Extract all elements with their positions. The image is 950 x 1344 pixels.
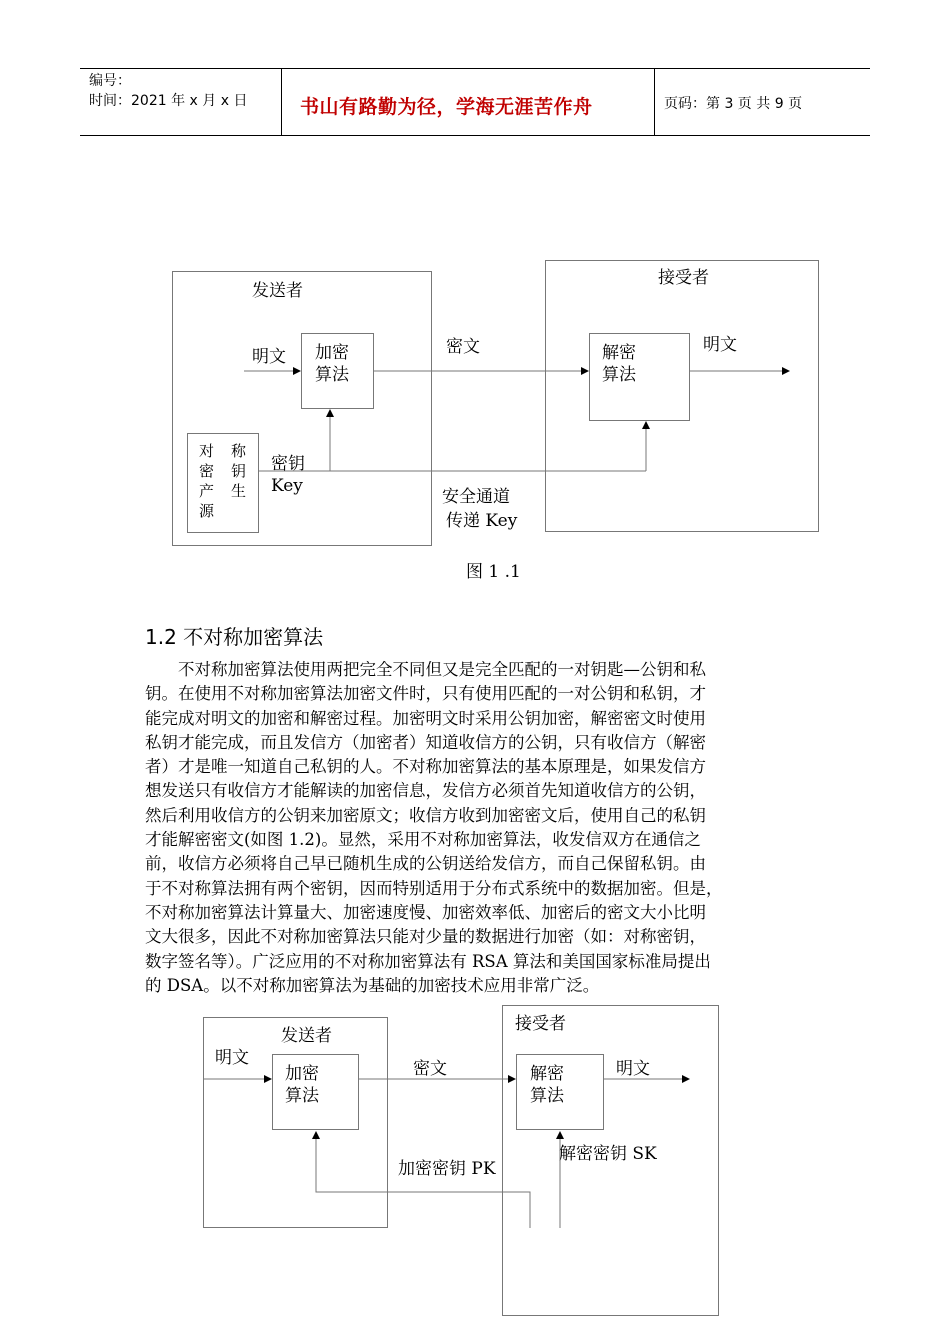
header-time-label: 时间：2021 年 x 月 x 日 bbox=[89, 93, 248, 109]
section-heading: 1.2 不对称加密算法 bbox=[145, 625, 324, 649]
paragraph-line: 文大很多，因此不对称加密算法只能对少量的数据进行加密（如：对称密钥， bbox=[145, 927, 706, 947]
header-motto: 书山有路勤为径，学海无涯苦作舟 bbox=[300, 96, 593, 118]
keysrc-char-4: 源 bbox=[199, 502, 215, 520]
fig2-encrypt-label-1: 加密 bbox=[285, 1064, 319, 1084]
secure-channel-label-1: 安全通道 bbox=[442, 487, 510, 507]
keysrc-char-7: 生 bbox=[231, 482, 247, 500]
header-number-label: 编号： bbox=[89, 73, 131, 89]
paragraph-line: 者）才是唯一知道自己私钥的人。不对称加密算法的基本原理是，如果发信方 bbox=[145, 757, 706, 777]
ciphertext-label: 密文 bbox=[446, 337, 480, 357]
fig2-sender-title: 发送者 bbox=[281, 1026, 332, 1046]
key-label-2: Key bbox=[271, 476, 303, 496]
fig2-plaintext-in-label: 明文 bbox=[215, 1048, 249, 1068]
decrypt-label-1: 解密 bbox=[602, 343, 636, 363]
keysrc-char-3: 产 bbox=[199, 482, 215, 500]
paragraph-line: 数字签名等）。广泛应用的不对称加密算法有 RSA 算法和美国国家标准局提出 bbox=[145, 951, 711, 971]
paragraph-line: 于不对称算法拥有两个密钥，因而特别适用于分布式系统中的数据加密。但是， bbox=[145, 878, 723, 898]
fig2-encryption-key-label: 加密密钥 PK bbox=[398, 1159, 496, 1179]
fig2-ciphertext-label: 密文 bbox=[413, 1059, 447, 1079]
paragraph-line: 前，收信方必须将自己早已随机生成的公钥送给发信方，而自己保留私钥。由 bbox=[145, 854, 706, 874]
receiver-title: 接受者 bbox=[658, 268, 709, 288]
paragraph-line: 不对称加密算法使用两把完全不同但又是完全匹配的一对钥匙—公钥和私 bbox=[178, 660, 706, 679]
fig2-encrypt-label-2: 算法 bbox=[285, 1086, 319, 1106]
plaintext-out-label: 明文 bbox=[703, 335, 737, 355]
secure-channel-label-2: 传递 Key bbox=[446, 511, 518, 531]
figure-caption: 图 1 .1 bbox=[466, 562, 521, 582]
keysrc-char-6: 钥 bbox=[231, 462, 247, 480]
fig2-plaintext-out-label: 明文 bbox=[616, 1059, 650, 1079]
paragraph-line: 私钥才能完成，而且发信方（加密者）知道收信方的公钥，只有收信方（解密 bbox=[145, 732, 706, 752]
encrypt-label-1: 加密 bbox=[315, 343, 349, 363]
fig2-decrypt-label-2: 算法 bbox=[530, 1086, 564, 1106]
encrypt-label-2: 算法 bbox=[315, 365, 349, 385]
header-page-info: 页码：第 3 页 共 9 页 bbox=[664, 96, 803, 112]
fig2-decrypt-label-1: 解密 bbox=[530, 1064, 564, 1084]
fig2-decryption-key-label: 解密密钥 SK bbox=[559, 1144, 657, 1164]
paragraph-line: 能完成对明文的加密和解密过程。加密明文时采用公钥加密，解密密文时使用 bbox=[145, 708, 706, 728]
paragraph-line: 不对称加密算法计算量大、加密速度慢、加密效率低、加密后的密文大小比明 bbox=[145, 902, 706, 922]
paragraph-line: 然后利用收信方的公钥来加密原文；收信方收到加密密文后，使用自己的私钥 bbox=[145, 805, 706, 825]
key-label-1: 密钥 bbox=[271, 454, 305, 474]
keysrc-char-2: 密 bbox=[199, 462, 215, 480]
paragraph-line: 才能解密密文(如图 1.2)。显然，采用不对称加密算法，收发信双方在通信之 bbox=[145, 830, 701, 850]
paragraph-line: 钥。在使用不对称加密算法加密文件时，只有使用匹配的一对公钥和私钥，才 bbox=[145, 684, 706, 704]
fig2-receiver-title: 接受者 bbox=[515, 1014, 566, 1034]
paragraph-line: 的 DSA。以不对称加密算法为基础的加密技术应用非常广泛。 bbox=[145, 975, 600, 995]
plaintext-in-label: 明文 bbox=[252, 347, 286, 367]
paragraph-line: 想发送只有收信方才能解读的加密信息，发信方必须首先知道收信方的公钥， bbox=[145, 781, 706, 801]
keysrc-char-1: 对 bbox=[199, 442, 215, 460]
keysrc-char-5: 称 bbox=[231, 442, 247, 460]
decrypt-label-2: 算法 bbox=[602, 365, 636, 385]
sender-title: 发送者 bbox=[252, 281, 303, 301]
